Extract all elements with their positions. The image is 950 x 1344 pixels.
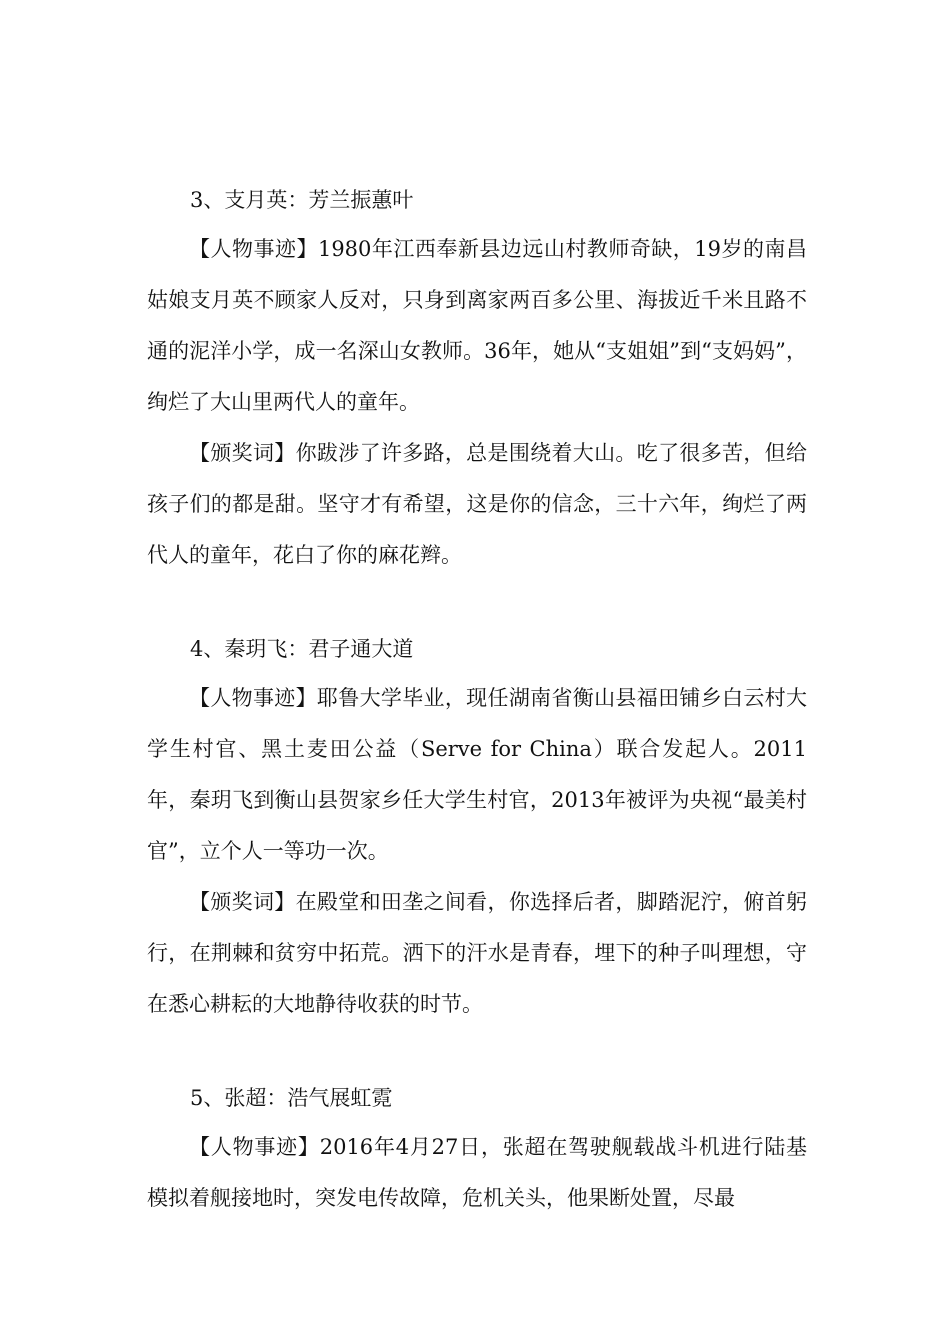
award-paragraph: 【颁奖词】你跋涉了许多路，总是围绕着大山。吃了很多苦，但给孩子们的都是甜。坚守才有希望，这是你的信念，三十六年，绚烂了两代人的童年，花白了你的麻花辫。 <box>147 441 807 567</box>
deeds-paragraph: 【人物事迹】1980年江西奉新县边远山村教师奇缺，19岁的南昌姑娘支月英不顾家人反对，只身到离家两百多公里、海拔近千米且路不通的泥洋小学，成一名深山女教师。36年，她从“支姐姐”到“支妈妈”，绚烂了大山里两代人的童年。 <box>147 237 807 414</box>
deeds-paragraph: 【人物事迹】2016年4月27日，张超在驾驶舰载战斗机进行陆基模拟着舰接地时，突发电传故障，危机关头，他果断处置，尽最 <box>147 1135 807 1210</box>
deeds-paragraph: 【人物事迹】耶鲁大学毕业，现任湖南省衡山县福田铺乡白云村大学生村官、黑土麦田公益（Serve for China）联合发起人。2011年，秦玥飞到衡山县贺家乡任大学生村官，2013年被评为央视“最美村官”，立个人一等功一次。 <box>147 686 807 863</box>
award-paragraph: 【颁奖词】在殿堂和田垄之间看，你选择后者，脚踏泥泞，俯首躬行，在荆棘和贫穷中拓荒。洒下的汗水是青春，埋下的种子叫理想，守在悉心耕耘的大地静待收获的时节。 <box>147 890 807 1016</box>
section-heading: 4、秦玥飞：君子通大道 <box>190 637 414 661</box>
section-heading: 5、张超：浩气展虹霓 <box>190 1086 393 1110</box>
section-heading: 3、支月英：芳兰振蕙叶 <box>190 188 414 212</box>
